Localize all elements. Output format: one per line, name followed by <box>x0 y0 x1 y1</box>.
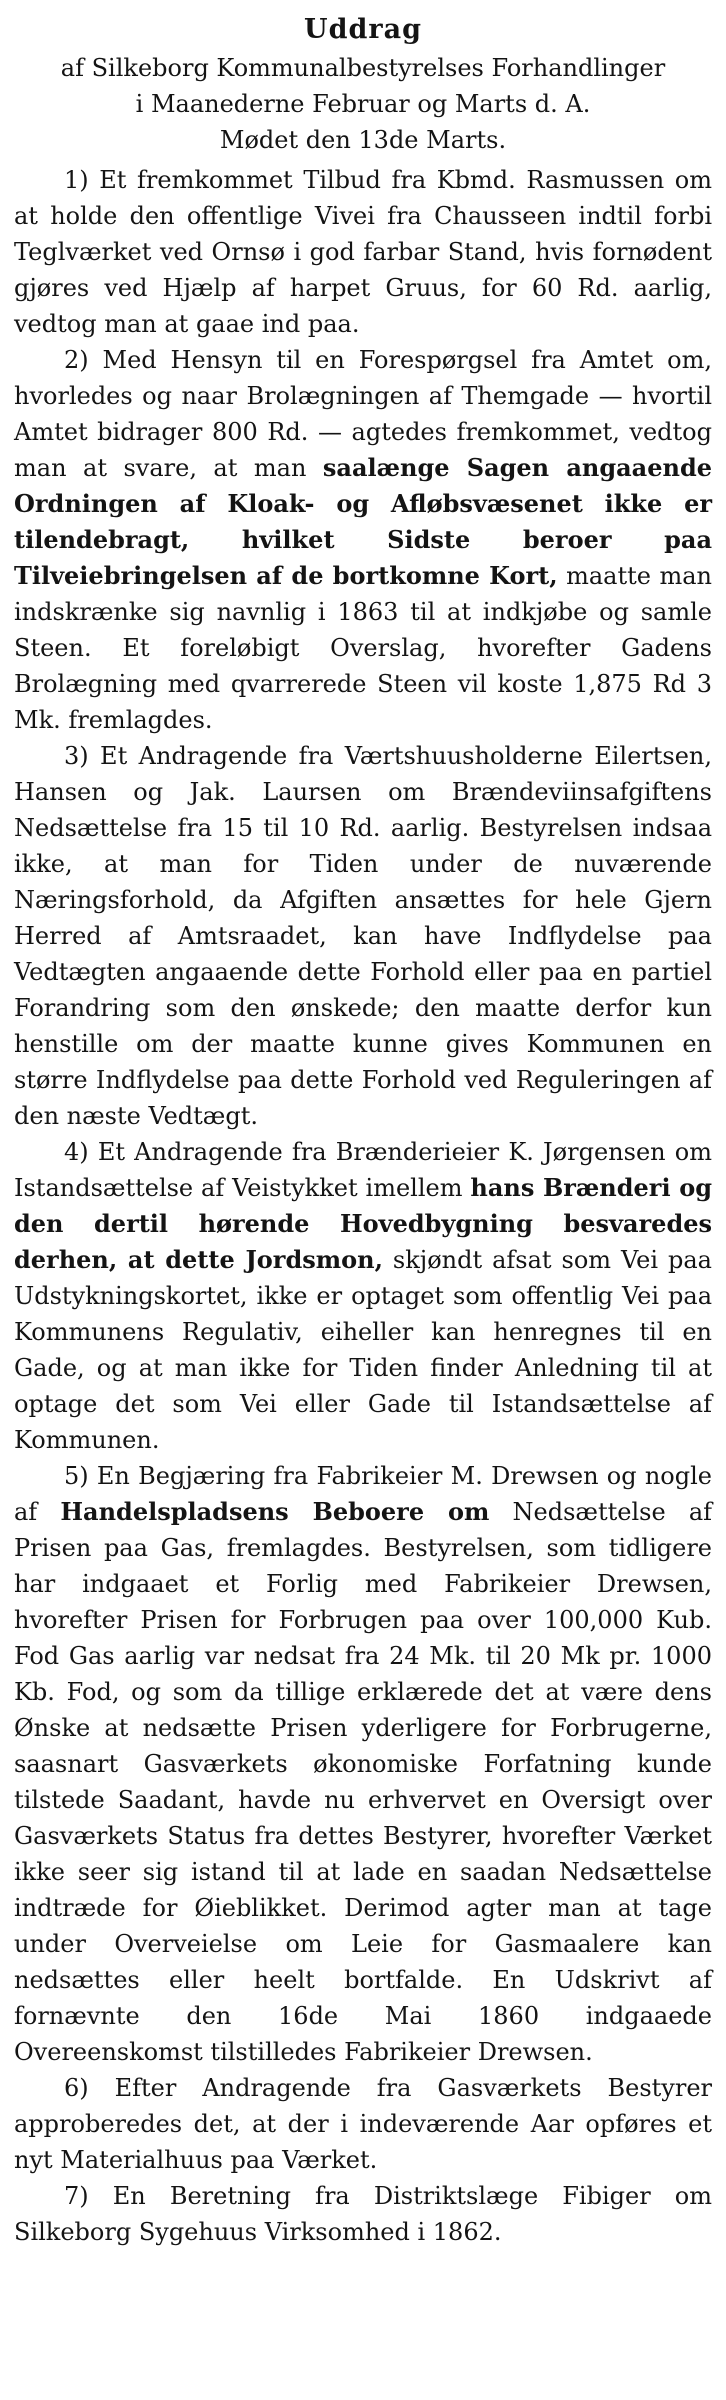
agenda-item-4 <box>14 1134 712 1458</box>
agenda-item-1: 1) Et fremkommet Tilbud fra Kbmd. Rasmussen om at holde den offentlige Vivei fra Chausseen indtil forbi Teglværket ved Ornsø i god farbar Stand, hvis fornødent gjøres ved Hjælp af harpet Gruus, for 60 Rd. aarlig, vedtog man at gaae ind paa. <box>14 166 712 338</box>
agenda-item-5-part-a: 5) En Begjæring fra Fabrikeier M. Drewsen og nogle af <box>14 1462 712 1526</box>
agenda-item-6: 6) Efter Andragende fra Gasværkets Bestyrer approberedes det, at der i indeværende Aar opføres et nyt Materialhuus paa Værket. <box>14 2074 712 2174</box>
agenda-item-5 <box>14 1458 712 2070</box>
agenda-item-2-part-a: 2) Med Hensyn til en Forespørgsel fra Amtet om, hvorledes og naar Brolægningen af Themgade — hvortil Amtet bidrager 800 Rd. — agtedes fremkommet, vedtog man at svare, at man <box>14 346 712 482</box>
agenda-item-2-part-b: maatte man indskrænke sig navnlig i 1863 til at indkjøbe og samle Steen. Et foreløbigt Overslag, hvorefter Gadens Brolægning med qvarrerede Steen vil koste 1,875 Rd 3 Mk. fremlagdes. <box>14 562 712 734</box>
agenda-item-4-bold-part: hans Brænderi og den dertil hørende Hovedbygning besvaredes derhen, at dette Jordsmon, <box>14 1173 712 1274</box>
article-subtitle-line-2: i Maanederne Februar og Marts d. A. <box>135 90 591 118</box>
article-title: Uddrag <box>304 14 422 45</box>
agenda-item-2 <box>14 342 712 738</box>
agenda-item-2-bold-part: saalænge Sagen angaaende Ordningen af Kloak- og Afløbsvæsenet ikke er tilendebragt, hvilket Sidste beroer paa Tilveiebringelsen af de bortkomne Kort, <box>14 453 712 590</box>
agenda-item-5-part-b: Nedsættelse af Prisen paa Gas, fremlagdes. Bestyrelsen, som tidligere har indgaaet et Forlig med Fabrikeier Drewsen, hvorefter Prisen for Forbrugen paa over 100,000 Kub. Fod Gas aarlig var nedsat fra 24 Mk. til 20 Mk pr. 1000 Kb. Fod, og som da tillige erklærede det at være dens Ønske at nedsætte Prisen yderligere for Forbrugerne, saasnart Gasværkets økonomiske Forfatning kunde tilstede Saadant, havde nu erhvervet en Oversigt over Gasværkets Status fra dettes Bestyrer, hvorefter Værket ikke seer sig istand til at lade en saadan Nedsættelse indtræde for Øieblikket. Derimod agter man at tage under Overveielse om Leie for Gasmaalere kan nedsættes eller heelt bortfalde. En Udskrivt af fornævnte den 16de Mai 1860 indgaaede Overeenskomst tilstilledes Fabrikeier Drewsen. <box>14 1498 713 2066</box>
agenda-item-7: 7) En Beretning fra Distriktslæge Fibiger om Silkeborg Sygehuus Virksomhed i 1862. <box>14 2182 712 2246</box>
agenda-item-4-part-b: skjøndt afsat som Vei paa Udstykningskortet, ikke er optaget som offentlig Vei paa Kommunens Regulativ, eiheller kan henregnes til en Gade, og at man ikke for Tiden finder Anledning til at optage det som Vei eller Gade til Istandsættelse af Kommunen. <box>14 1246 712 1454</box>
agenda-item-5-bold-part: Handelspladsens Beboere om <box>60 1497 490 1526</box>
article-subtitle-line-1: af Silkeborg Kommunalbestyrelses Forhandlinger <box>60 54 666 82</box>
session-heading: Mødet den 13de Marts. <box>219 126 507 154</box>
agenda-item-3: 3) Et Andragende fra Værtshuusholderne Eilertsen, Hansen og Jak. Laursen om Brændeviinsafgiftens Nedsættelse fra 15 til 10 Rd. aarlig. Bestyrelsen indsaa ikke, at man for Tiden under de nuværende Næringsforhold, da Afgiften ansættes for hele Gjern Herred af Amtsraadet, kan have Indflydelse paa Vedtægten angaaende dette Forhold eller paa en partiel Forandring som den ønskede; den maatte derfor kun henstille om der maatte kunne gives Kommunen en større Indflydelse paa dette Forhold ved Reguleringen af den næste Vedtægt. <box>14 742 712 1130</box>
agenda-item-4-part-a: 4) Et Andragende fra Brænderieier K. Jørgensen om Istandsættelse af Veistykket imellem <box>14 1138 712 1202</box>
